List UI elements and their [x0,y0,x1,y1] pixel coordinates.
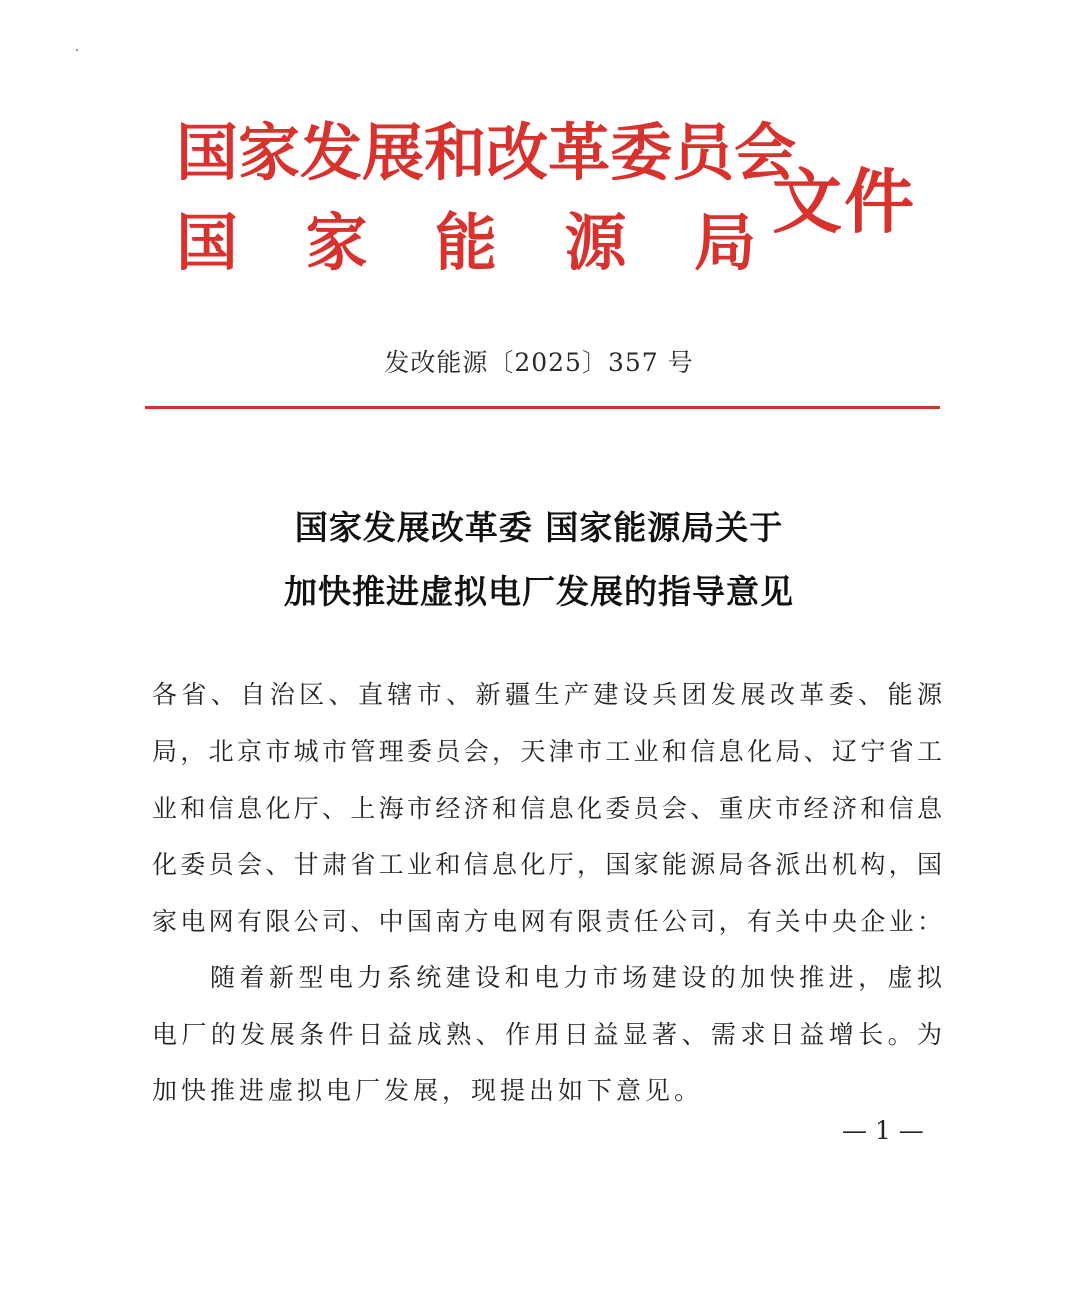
paragraph-line: 电厂的发展条件日益成熟、作用日益显著、需求日益增长。为 [152,1020,942,1049]
addressee-line: 业和信息化厅、上海市经济和信息化委员会、重庆市经济和信息 [152,794,942,823]
issuer-char: 改 [486,116,549,189]
document-title-line-2: 加快推进虚拟电厂发展的指导意见 [284,572,794,611]
issuer-line-1 [176,116,797,189]
paragraph-line: 随着新型电力系统建设和电力市场建设的加快推进，虚拟 [210,963,942,992]
addressee-line: 局，北京市城市管理委员会，天津市工业和信息化局、辽宁省工 [152,737,942,766]
issuer-char: 家 [305,206,368,279]
issuer-line-2 [176,208,756,278]
issuer-char: 局 [693,206,756,279]
issuer-char: 家 [238,116,301,189]
addressee-line: 家电网有限公司、中国南方电网有限责任公司，有关中央企业： [152,907,942,936]
document-type-label: 文件 [772,160,916,243]
issuer-char: 源 [564,206,627,279]
issuer-char: 和 [424,116,487,189]
issuer-char: 展 [362,116,425,189]
issuer-char: 发 [300,116,363,189]
issuer-char: 革 [548,116,611,189]
red-divider-line [145,406,940,409]
paragraph-line: 加快推进虚拟电厂发展，现提出如下意见。 [152,1076,704,1105]
scan-speck [76,49,78,51]
issuer-char: 国 [176,206,239,279]
issuer-char: 能 [434,206,497,279]
page-number: — 1 — [842,1116,924,1145]
issuer-char: 员 [672,116,735,189]
issuer-char: 委 [610,116,673,189]
addressee-line: 各省、自治区、直辖市、新疆生产建设兵团发展改革委、能源 [152,680,942,709]
addressee-line: 化委员会、甘肃省工业和信息化厅，国家能源局各派出机构，国 [152,850,942,879]
document-title-line-1: 国家发展改革委 国家能源局关于 [294,508,784,547]
issuer-char: 会 [734,116,797,189]
document-number: 发改能源〔2025〕357 号 [384,348,694,377]
issuer-char: 国 [176,116,239,189]
masthead [176,118,936,288]
